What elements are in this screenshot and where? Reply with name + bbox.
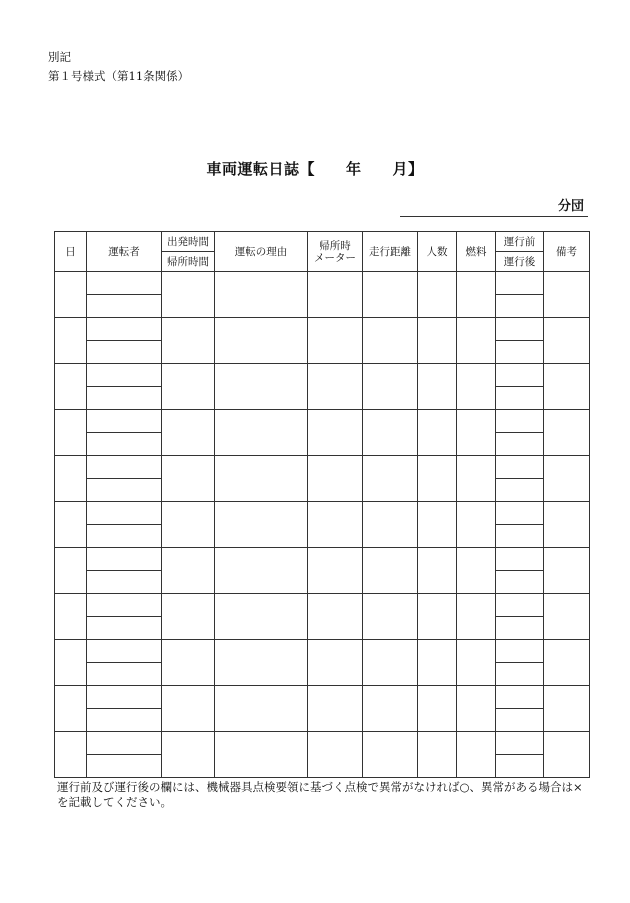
table-row bbox=[55, 456, 590, 479]
distance-cell[interactable] bbox=[363, 456, 418, 502]
fuel-cell[interactable] bbox=[457, 502, 496, 548]
time-cell[interactable] bbox=[162, 732, 215, 778]
meter-cell[interactable] bbox=[308, 272, 363, 318]
time-cell[interactable] bbox=[162, 456, 215, 502]
fuel-cell[interactable] bbox=[457, 548, 496, 594]
header-distance: 走行距離 bbox=[363, 232, 418, 272]
page-title: 車両運転日誌【 年 月】 bbox=[206, 160, 424, 178]
remarks-cell[interactable] bbox=[544, 732, 590, 778]
people-cell[interactable] bbox=[418, 548, 457, 594]
header-pre-check: 運行前 bbox=[496, 232, 544, 252]
reason-cell[interactable] bbox=[215, 410, 308, 456]
day-cell[interactable] bbox=[55, 318, 87, 364]
post-check-cell[interactable] bbox=[496, 709, 544, 732]
driver-cell[interactable] bbox=[87, 755, 162, 778]
driver-cell[interactable] bbox=[87, 663, 162, 686]
post-check-cell[interactable] bbox=[496, 295, 544, 318]
remarks-cell[interactable] bbox=[544, 364, 590, 410]
driver-cell[interactable] bbox=[87, 456, 162, 479]
header-reason: 運転の理由 bbox=[215, 232, 308, 272]
form-number-label: 第１号様式（第11条関係） bbox=[48, 69, 190, 83]
remarks-cell[interactable] bbox=[544, 548, 590, 594]
meter-cell[interactable] bbox=[308, 364, 363, 410]
distance-cell[interactable] bbox=[363, 732, 418, 778]
driver-cell[interactable] bbox=[87, 686, 162, 709]
day-cell[interactable] bbox=[55, 502, 87, 548]
day-cell[interactable] bbox=[55, 364, 87, 410]
distance-cell[interactable] bbox=[363, 318, 418, 364]
reason-cell[interactable] bbox=[215, 502, 308, 548]
day-cell[interactable] bbox=[55, 272, 87, 318]
meter-cell[interactable] bbox=[308, 548, 363, 594]
remarks-cell[interactable] bbox=[544, 640, 590, 686]
pre-check-cell[interactable] bbox=[496, 318, 544, 341]
people-cell[interactable] bbox=[418, 272, 457, 318]
driver-cell[interactable] bbox=[87, 479, 162, 502]
day-cell[interactable] bbox=[55, 410, 87, 456]
remarks-cell[interactable] bbox=[544, 318, 590, 364]
header-depart-time: 出発時間 bbox=[162, 232, 215, 252]
day-cell[interactable] bbox=[55, 732, 87, 778]
driver-cell[interactable] bbox=[87, 341, 162, 364]
pre-check-cell[interactable] bbox=[496, 594, 544, 617]
post-check-cell[interactable] bbox=[496, 525, 544, 548]
time-cell[interactable] bbox=[162, 318, 215, 364]
remarks-cell[interactable] bbox=[544, 410, 590, 456]
people-cell[interactable] bbox=[418, 456, 457, 502]
table-header-row bbox=[55, 232, 590, 252]
post-check-cell[interactable] bbox=[496, 571, 544, 594]
remarks-cell[interactable] bbox=[544, 272, 590, 318]
meter-cell[interactable] bbox=[308, 456, 363, 502]
distance-cell[interactable] bbox=[363, 640, 418, 686]
pre-check-cell[interactable] bbox=[496, 456, 544, 479]
header-post-check: 運行後 bbox=[496, 252, 544, 272]
distance-cell[interactable] bbox=[363, 410, 418, 456]
table-row bbox=[55, 318, 590, 341]
table-row bbox=[55, 640, 590, 663]
driver-cell[interactable] bbox=[87, 640, 162, 663]
table-row bbox=[55, 272, 590, 295]
fuel-cell[interactable] bbox=[457, 640, 496, 686]
reason-cell[interactable] bbox=[215, 548, 308, 594]
pre-check-cell[interactable] bbox=[496, 640, 544, 663]
time-cell[interactable] bbox=[162, 502, 215, 548]
fuel-cell[interactable] bbox=[457, 410, 496, 456]
post-check-cell[interactable] bbox=[496, 433, 544, 456]
header-return-meter bbox=[308, 232, 363, 272]
driver-cell[interactable] bbox=[87, 525, 162, 548]
fuel-cell[interactable] bbox=[457, 272, 496, 318]
driver-cell[interactable] bbox=[87, 318, 162, 341]
fuel-cell[interactable] bbox=[457, 686, 496, 732]
table-row bbox=[55, 410, 590, 433]
remarks-cell[interactable] bbox=[544, 594, 590, 640]
post-check-cell[interactable] bbox=[496, 663, 544, 686]
driver-cell[interactable] bbox=[87, 387, 162, 410]
distance-cell[interactable] bbox=[363, 364, 418, 410]
post-check-cell[interactable] bbox=[496, 479, 544, 502]
driver-cell[interactable] bbox=[87, 502, 162, 525]
driver-cell[interactable] bbox=[87, 594, 162, 617]
driver-cell[interactable] bbox=[87, 295, 162, 318]
driver-cell[interactable] bbox=[87, 364, 162, 387]
time-cell[interactable] bbox=[162, 686, 215, 732]
reason-cell[interactable] bbox=[215, 686, 308, 732]
meter-cell[interactable] bbox=[308, 318, 363, 364]
driver-cell[interactable] bbox=[87, 617, 162, 640]
driver-cell[interactable] bbox=[87, 410, 162, 433]
meter-cell[interactable] bbox=[308, 502, 363, 548]
table-row bbox=[55, 502, 590, 525]
reason-cell[interactable] bbox=[215, 640, 308, 686]
day-cell[interactable] bbox=[55, 456, 87, 502]
footer-note: 運行前及び運行後の欄には、機械器具点検要領に基づく点検で異常がなければ○、異常がある場合は×を記載してください。 bbox=[57, 780, 583, 809]
driver-cell[interactable] bbox=[87, 548, 162, 571]
meter-cell[interactable] bbox=[308, 640, 363, 686]
post-check-cell[interactable] bbox=[496, 617, 544, 640]
fuel-cell[interactable] bbox=[457, 594, 496, 640]
table-row bbox=[55, 732, 590, 755]
header-return-meter-line1: 帰所時 bbox=[319, 239, 351, 252]
fuel-cell[interactable] bbox=[457, 732, 496, 778]
people-cell[interactable] bbox=[418, 594, 457, 640]
day-cell[interactable] bbox=[55, 640, 87, 686]
people-cell[interactable] bbox=[418, 732, 457, 778]
meter-cell[interactable] bbox=[308, 410, 363, 456]
day-cell[interactable] bbox=[55, 594, 87, 640]
reason-cell[interactable] bbox=[215, 272, 308, 318]
pre-check-cell[interactable] bbox=[496, 272, 544, 295]
people-cell[interactable] bbox=[418, 364, 457, 410]
distance-cell[interactable] bbox=[363, 594, 418, 640]
day-cell[interactable] bbox=[55, 548, 87, 594]
pre-check-cell[interactable] bbox=[496, 686, 544, 709]
header-people: 人数 bbox=[418, 232, 457, 272]
time-cell[interactable] bbox=[162, 272, 215, 318]
distance-cell[interactable] bbox=[363, 502, 418, 548]
fuel-cell[interactable] bbox=[457, 364, 496, 410]
post-check-cell[interactable] bbox=[496, 755, 544, 778]
table-row bbox=[55, 686, 590, 709]
pre-check-cell[interactable] bbox=[496, 548, 544, 571]
pre-check-cell[interactable] bbox=[496, 502, 544, 525]
people-cell[interactable] bbox=[418, 640, 457, 686]
time-cell[interactable] bbox=[162, 410, 215, 456]
time-cell[interactable] bbox=[162, 364, 215, 410]
header-driver: 運転者 bbox=[87, 232, 162, 272]
distance-cell[interactable] bbox=[363, 686, 418, 732]
vehicle-log-table bbox=[54, 231, 590, 778]
fuel-cell[interactable] bbox=[457, 318, 496, 364]
post-check-cell[interactable] bbox=[496, 387, 544, 410]
pre-check-cell[interactable] bbox=[496, 364, 544, 387]
meter-cell[interactable] bbox=[308, 732, 363, 778]
fuel-cell[interactable] bbox=[457, 456, 496, 502]
driver-cell[interactable] bbox=[87, 732, 162, 755]
table-row bbox=[55, 594, 590, 617]
header-day: 日 bbox=[55, 232, 87, 272]
pre-check-cell[interactable] bbox=[496, 410, 544, 433]
driver-cell[interactable] bbox=[87, 433, 162, 456]
people-cell[interactable] bbox=[418, 686, 457, 732]
people-cell[interactable] bbox=[418, 502, 457, 548]
time-cell[interactable] bbox=[162, 548, 215, 594]
reason-cell[interactable] bbox=[215, 594, 308, 640]
remarks-cell[interactable] bbox=[544, 686, 590, 732]
meter-cell[interactable] bbox=[308, 594, 363, 640]
driver-cell[interactable] bbox=[87, 571, 162, 594]
table-row bbox=[55, 548, 590, 571]
reason-cell[interactable] bbox=[215, 318, 308, 364]
pre-check-cell[interactable] bbox=[496, 732, 544, 755]
unit-label: 分団 bbox=[557, 199, 584, 214]
post-check-cell[interactable] bbox=[496, 341, 544, 364]
header-return-meter-line2: メーター bbox=[314, 251, 356, 264]
driver-cell[interactable] bbox=[87, 272, 162, 295]
header-return-time: 帰所時間 bbox=[162, 252, 215, 272]
meter-cell[interactable] bbox=[308, 686, 363, 732]
header-remarks: 備考 bbox=[544, 232, 590, 272]
reason-cell[interactable] bbox=[215, 364, 308, 410]
table-row bbox=[55, 364, 590, 387]
time-cell[interactable] bbox=[162, 594, 215, 640]
appendix-label: 別記 bbox=[48, 50, 71, 64]
unit-underline bbox=[400, 216, 588, 217]
header-fuel: 燃料 bbox=[457, 232, 496, 272]
distance-cell[interactable] bbox=[363, 272, 418, 318]
driver-cell[interactable] bbox=[87, 709, 162, 732]
reason-cell[interactable] bbox=[215, 456, 308, 502]
people-cell[interactable] bbox=[418, 318, 457, 364]
remarks-cell[interactable] bbox=[544, 502, 590, 548]
remarks-cell[interactable] bbox=[544, 456, 590, 502]
reason-cell[interactable] bbox=[215, 732, 308, 778]
people-cell[interactable] bbox=[418, 410, 457, 456]
distance-cell[interactable] bbox=[363, 548, 418, 594]
time-cell[interactable] bbox=[162, 640, 215, 686]
day-cell[interactable] bbox=[55, 686, 87, 732]
